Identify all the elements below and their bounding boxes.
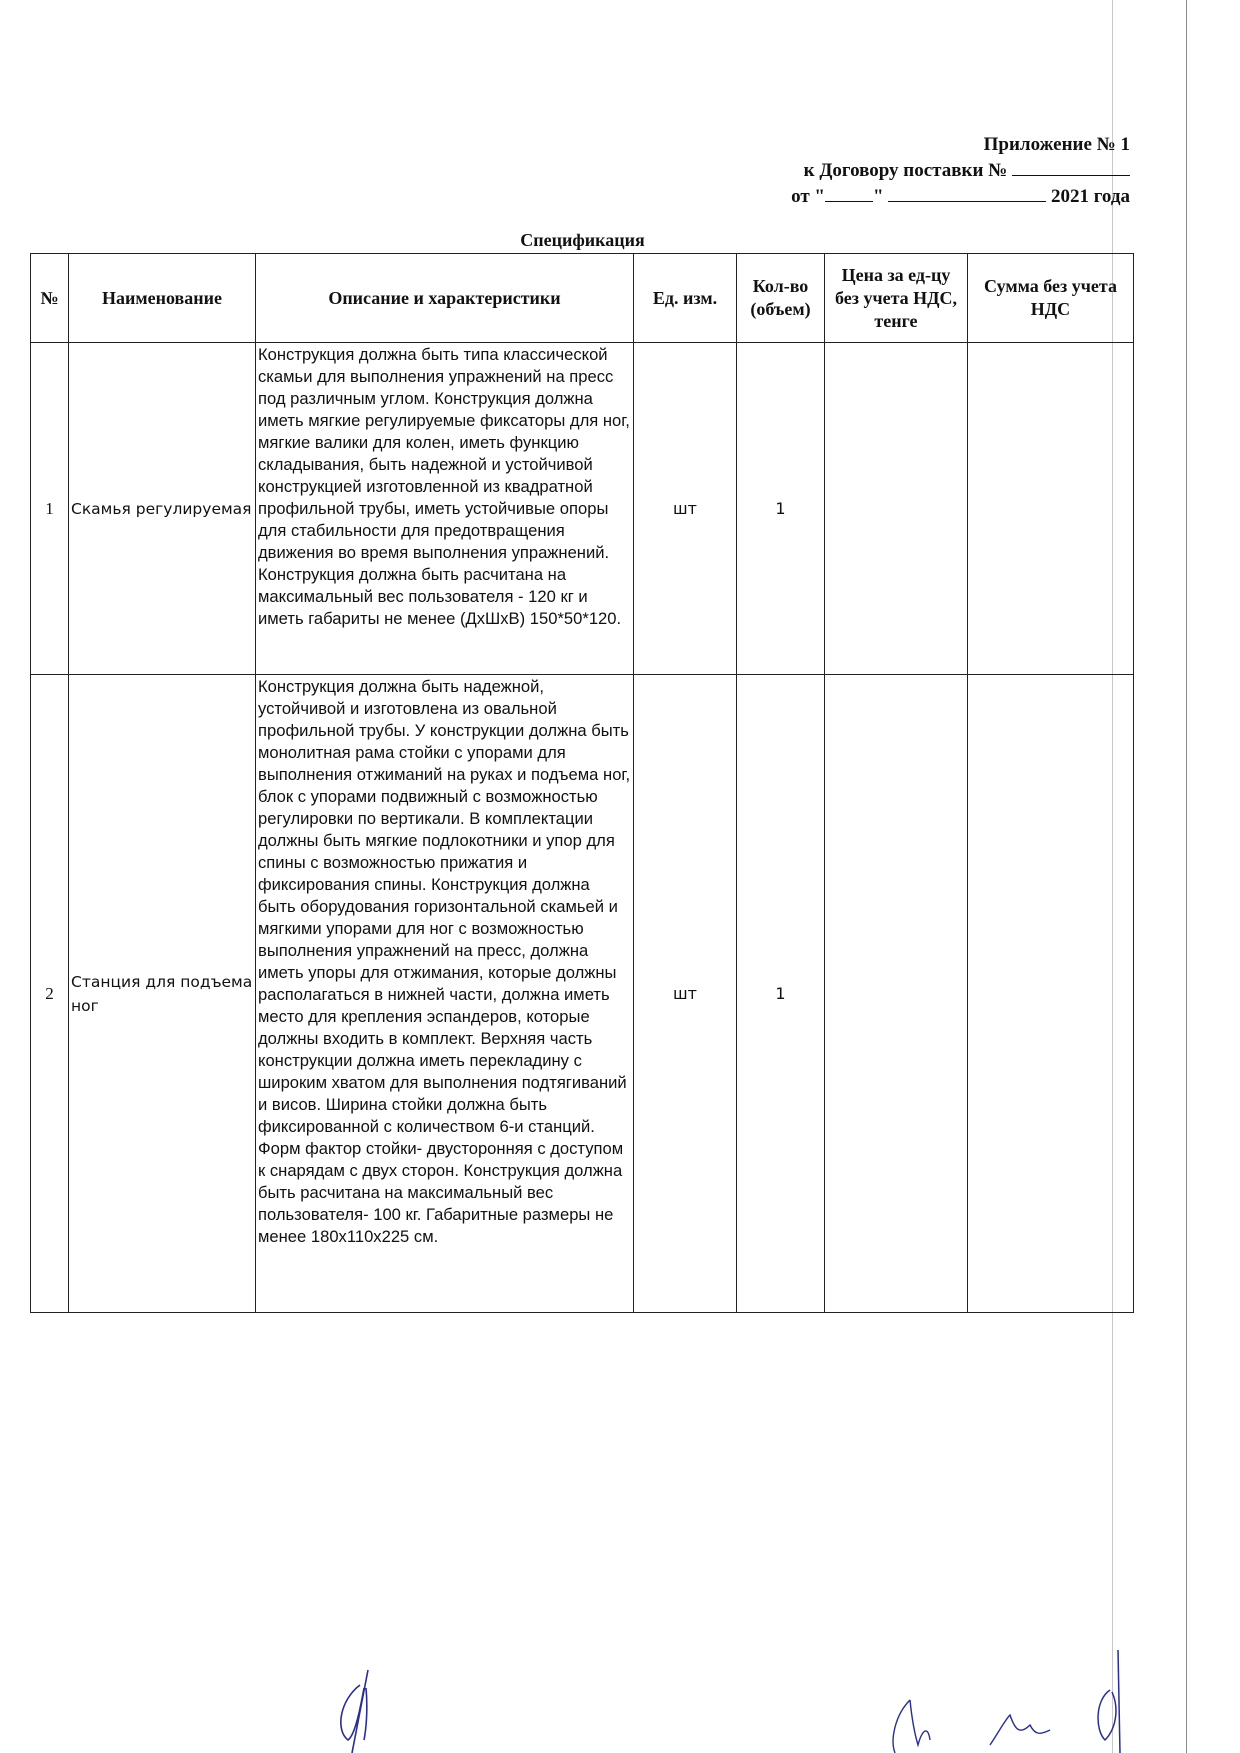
day-blank <box>825 183 873 202</box>
col-header-number: № <box>31 254 69 343</box>
item-name: Станция для подъема ног <box>69 675 256 1313</box>
col-header-price: Цена за ед-цу без учета НДС, тенге <box>825 254 968 343</box>
contract-number-blank <box>1012 157 1130 176</box>
item-qty: 1 <box>737 343 825 675</box>
month-blank <box>888 183 1046 202</box>
col-header-sum: Сумма без учета НДС <box>968 254 1134 343</box>
table-header-row <box>31 254 1134 343</box>
item-sum <box>968 343 1134 675</box>
appendix-number: Приложение № 1 <box>983 134 1130 155</box>
signature-right <box>890 1620 1150 1753</box>
col-header-description: Описание и характеристики <box>256 254 634 343</box>
item-price <box>825 343 968 675</box>
col-header-name: Наименование <box>69 254 256 343</box>
item-price <box>825 675 968 1313</box>
contract-ref: к Договору поставки № <box>791 157 1130 183</box>
contract-date: от " " 2021 года <box>791 183 1130 209</box>
item-description: Конструкция должна быть надежной, устойчивой и изготовлена из овальной профильной трубы. У конструкции должна быть монолитная рама стойки с упорами для выполнения отжиманий на руках и подъема ног, блок с упорами подвижный с возможностью регулировки по вертикали. В комплектации должны быть мягкие подлокотники и упор для спины с возможностью прижатия и фиксирования спины. Конструкция должна быть оборудования горизонтальной скамьей и мягкими упорами для ног с возможностью выполнения упражнений на пресс, должна иметь упоры для отжимания, которые должны располагаться в нижней части, должна иметь место для крепления эспандеров, которые должны входить в комплект. Верхняя часть конструкции должна иметь перекладину с широким хватом для выполнения подтягиваний и висов. Ширина стойки должна быть фиксированной с количеством 6-и станций. Форм фактор стойки- двусторонняя с доступом к снарядам с двух сторон. Конструкция должна быть расчитана на максимальный вес пользователя- 100 кг. Габаритные размеры не менее 180х110х225 см. <box>256 675 634 1313</box>
row-number: 1 <box>31 343 69 675</box>
scan-edge-line-dark <box>1186 0 1187 1753</box>
item-description: Конструкция должна быть типа классической скамьи для выполнения упражнений на пресс под различным углом. Конструкция должна иметь мягкие регулируемые фиксаторы для ног, мягкие валики для колен, иметь функцию складывания, быть надежной и устойчивой конструкцией изготовленной из квадратной профильной трубы, иметь устойчивые опоры для стабильности для предотвращения движения во время выполнения упражнений. Конструкция должна быть расчитана на максимальный вес пользователя - 120 кг и иметь габариты не менее (ДхШхВ) 150*50*120. <box>256 343 634 675</box>
table-row <box>31 675 1134 1313</box>
document-title: Спецификация <box>520 230 645 250</box>
table-row <box>31 343 1134 675</box>
item-sum <box>968 675 1134 1313</box>
specification-table <box>30 253 1134 1313</box>
item-qty: 1 <box>737 675 825 1313</box>
row-number: 2 <box>31 675 69 1313</box>
item-unit: шт <box>634 675 737 1313</box>
appendix-header <box>791 132 1130 209</box>
col-header-qty: Кол-во (объем) <box>737 254 825 343</box>
col-header-unit: Ед. изм. <box>634 254 737 343</box>
signature-left <box>330 1640 420 1753</box>
item-unit: шт <box>634 343 737 675</box>
item-name: Скамья регулируемая <box>69 343 256 675</box>
